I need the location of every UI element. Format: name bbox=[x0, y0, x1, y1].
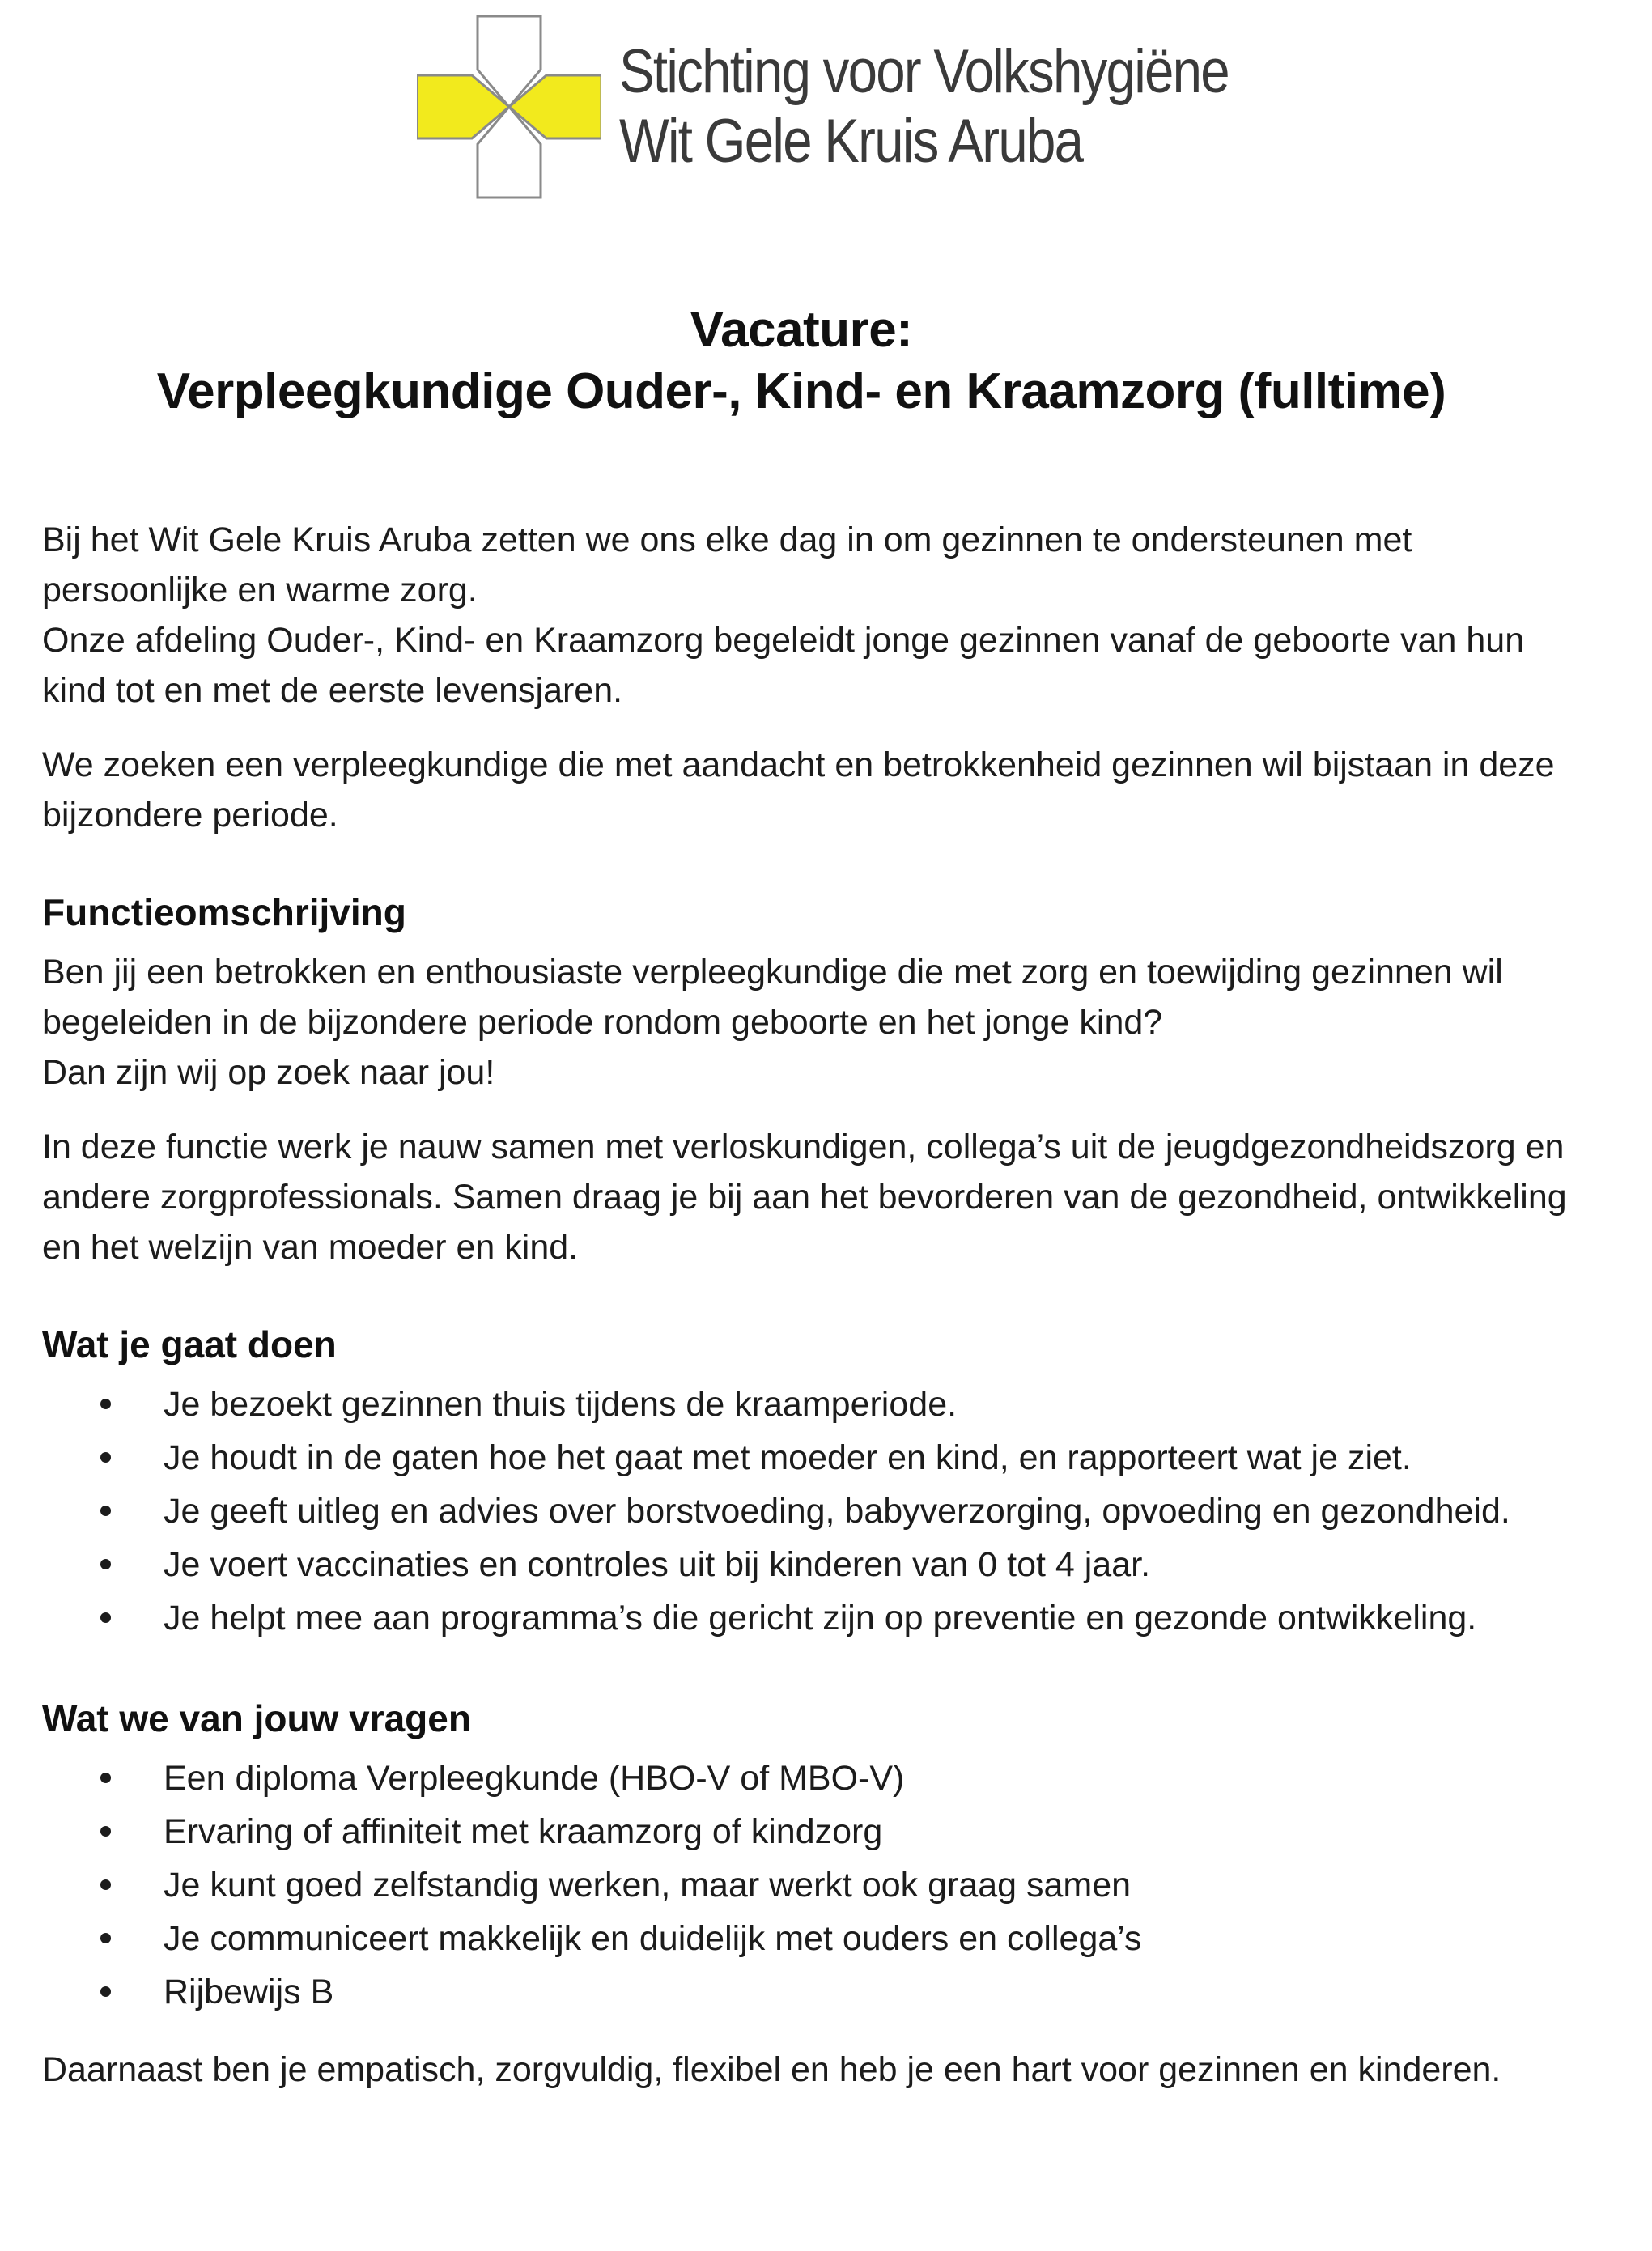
list-item bbox=[42, 1379, 1580, 1429]
list-item-text: Rijbewijs B bbox=[164, 1973, 334, 2011]
bullet-icon bbox=[100, 1506, 111, 1516]
list-item bbox=[42, 1753, 1580, 1803]
list-item-text: Je bezoekt gezinnen thuis tijdens de kraamperiode. bbox=[164, 1385, 958, 1424]
organization-logo bbox=[417, 15, 1229, 201]
list-item-text: Je voert vaccinaties en controles uit bij kinderen van 0 tot 4 jaar. bbox=[164, 1545, 1151, 1584]
bullet-icon bbox=[100, 1933, 111, 1943]
organization-name bbox=[619, 37, 1229, 176]
vacancy-title bbox=[0, 299, 1603, 423]
list-item bbox=[42, 1967, 1580, 2017]
bullet-icon bbox=[100, 1986, 111, 1997]
eisen-list bbox=[42, 1753, 1580, 2017]
list-item-text: Je communiceert makkelijk en duidelijk met ouders en collega’s bbox=[164, 1919, 1142, 1958]
intro-paragraph-1: Bij het Wit Gele Kruis Aruba zetten we ons elke dag in om gezinnen te ondersteunen met persoonlijke en warme zorg. bbox=[42, 520, 1412, 609]
vacancy-body bbox=[42, 515, 1580, 2095]
list-item bbox=[42, 1593, 1580, 1643]
list-item-text: Je helpt mee aan programma’s die gericht zijn op preventie en gezonde ontwikkeling. bbox=[164, 1599, 1477, 1637]
bullet-icon bbox=[100, 1826, 111, 1837]
functie-paragraph-3: In deze functie werk je nauw samen met verloskundigen, collega’s uit de jeugdgezondheidszorg en andere zorgprofessionals. Samen draag je bij aan het bevorderen van de gezondheid, ontwikkeling en het welzijn van moeder en kind. bbox=[42, 1128, 1567, 1267]
organization-name-line-1: Stichting voor Volkshygiëne bbox=[619, 37, 1229, 106]
bullet-icon bbox=[100, 1773, 111, 1783]
list-item bbox=[42, 1860, 1580, 1910]
intro-paragraph-2: Onze afdeling Ouder-, Kind- en Kraamzorg begeleidt jonge gezinnen vanaf de geboorte van hun kind tot en met de eerste levensjaren. bbox=[42, 621, 1525, 710]
list-item bbox=[42, 1913, 1580, 1964]
vacancy-title-label: Vacature: bbox=[690, 302, 913, 358]
list-item-text: Je kunt goed zelfstandig werken, maar werkt ook graag samen bbox=[164, 1866, 1132, 1905]
organization-name-line-2: Wit Gele Kruis Aruba bbox=[619, 107, 1083, 176]
list-item bbox=[42, 1540, 1580, 1590]
bullet-icon bbox=[100, 1452, 111, 1463]
list-item-text: Een diploma Verpleegkunde (HBO-V of MBO-V) bbox=[164, 1759, 905, 1798]
section-heading-taken: Wat je gaat doen bbox=[42, 1323, 337, 1365]
list-item-text: Je geeft uitleg en advies over borstvoeding, babyverzorging, opvoeding en gezondheid. bbox=[164, 1492, 1510, 1531]
closing-paragraph: Daarnaast ben je empatisch, zorgvuldig, flexibel en heb je een hart voor gezinnen en kinderen. bbox=[42, 2050, 1501, 2089]
bullet-icon bbox=[100, 1559, 111, 1569]
wit-gele-kruis-cross-icon bbox=[417, 15, 601, 199]
bullet-icon bbox=[100, 1612, 111, 1623]
bullet-icon bbox=[100, 1399, 111, 1409]
list-item-text: Ervaring of affiniteit met kraamzorg of kindzorg bbox=[164, 1812, 883, 1851]
list-item bbox=[42, 1807, 1580, 1857]
functie-paragraph-2: Dan zijn wij op zoek naar jou! bbox=[42, 1053, 495, 1092]
functie-paragraph-1: Ben jij een betrokken en enthousiaste verpleegkundige die met zorg en toewijding gezinnen wil begeleiden in de bijzondere periode rondom geboorte en het jonge kind? bbox=[42, 953, 1503, 1042]
section-heading-eisen: Wat we van jouw vragen bbox=[42, 1697, 471, 1739]
bullet-icon bbox=[100, 1879, 111, 1890]
intro-paragraph-3: We zoeken een verpleegkundige die met aandacht en betrokkenheid gezinnen wil bijstaan in deze bijzondere periode. bbox=[42, 745, 1555, 835]
taken-list bbox=[42, 1379, 1580, 1643]
list-item bbox=[42, 1486, 1580, 1536]
section-heading-functie: Functieomschrijving bbox=[42, 891, 406, 933]
list-item-text: Je houdt in de gaten hoe het gaat met moeder en kind, en rapporteert wat je ziet. bbox=[164, 1438, 1412, 1477]
list-item bbox=[42, 1433, 1580, 1483]
vacancy-title-position: Verpleegkundige Ouder-, Kind- en Kraamzorg (fulltime) bbox=[156, 363, 1446, 419]
